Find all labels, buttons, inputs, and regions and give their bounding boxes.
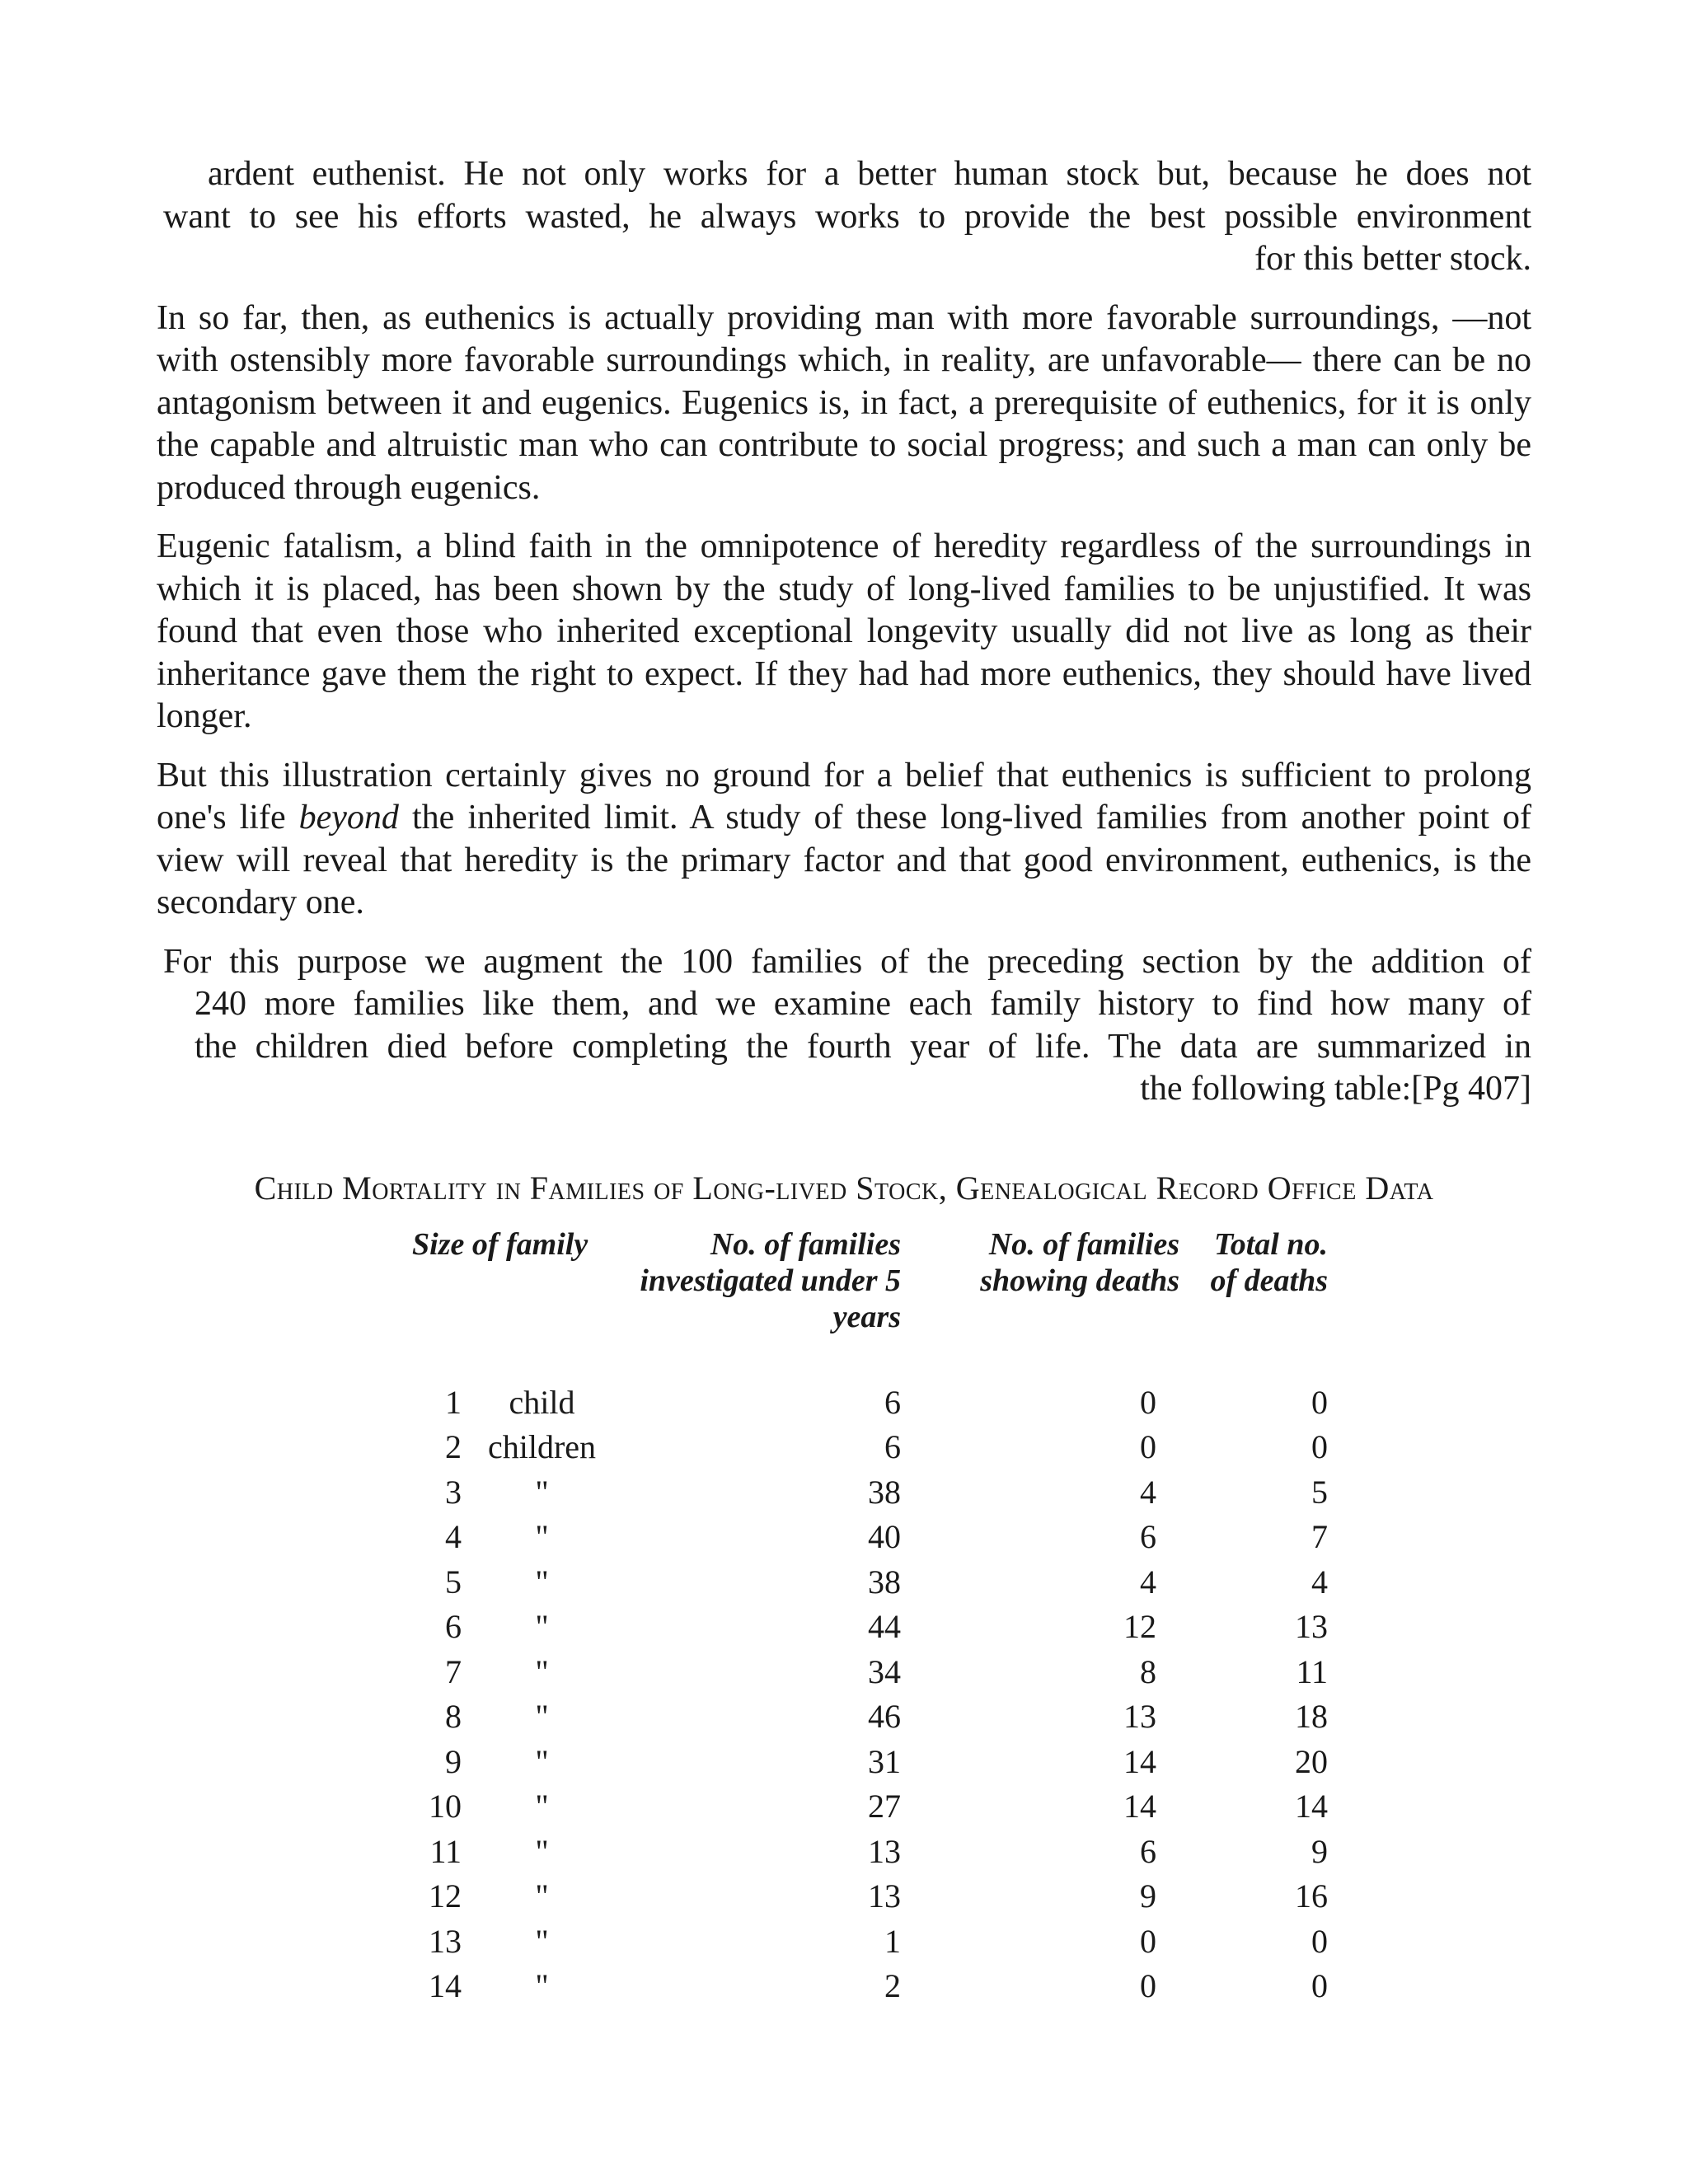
paragraph-text: the inherited limit. A study of these long-lived families from another point of view will reveal that heredity is the primary factor and that good environment, euthenics, is the secondary one. — [157, 799, 1531, 921]
paragraph-line: 240 more families like them, and we examine each family history to find how many of — [195, 985, 1531, 1023]
header-total-deaths: Total no. of deaths — [1210, 1227, 1328, 1298]
cell-size-unit: " — [535, 1832, 549, 1870]
cell-families-investigated: 38 — [868, 1563, 901, 1601]
cell-families-showing-deaths: 14 — [1123, 1788, 1156, 1825]
paragraph-text: But this illustration certainly gives no ground for a belief that euthenics is sufficient to prolong one's life — [157, 756, 1531, 837]
cell-families-showing-deaths: 4 — [1140, 1473, 1156, 1511]
cell-total-deaths: 20 — [1295, 1742, 1328, 1780]
table-row — [412, 1425, 1333, 1470]
cell-size-unit: " — [535, 1922, 549, 1960]
cell-size-unit: " — [535, 1967, 549, 2004]
cell-families-investigated: 27 — [868, 1788, 901, 1825]
table-row — [412, 1784, 1333, 1830]
cell-size-number: 12 — [429, 1877, 462, 1915]
cell-size-number: 6 — [445, 1608, 462, 1645]
table-caption: Child Mortality in Families of Long-lived Stock, Genealogical Record Office Data — [254, 1169, 1434, 1207]
cell-total-deaths: 0 — [1311, 1383, 1328, 1421]
table-row — [412, 1874, 1333, 1919]
table-row — [412, 1515, 1333, 1560]
cell-families-showing-deaths: 6 — [1140, 1832, 1156, 1870]
cell-size-number: 7 — [445, 1652, 462, 1690]
paragraph-purpose — [157, 941, 1531, 1111]
cell-families-showing-deaths: 0 — [1140, 1967, 1156, 2004]
cell-families-investigated: 13 — [868, 1877, 901, 1915]
cell-families-investigated: 46 — [868, 1698, 901, 1735]
cell-size-unit: " — [535, 1608, 549, 1645]
cell-families-showing-deaths: 8 — [1140, 1652, 1156, 1690]
cell-families-investigated: 34 — [868, 1652, 901, 1690]
table-row — [412, 1560, 1333, 1605]
paragraph-line: For this purpose we augment the 100 families of the preceding section by the addition of — [163, 942, 1531, 981]
table-row — [412, 1650, 1333, 1695]
table-row — [412, 1380, 1333, 1426]
table-row — [412, 1470, 1333, 1516]
paragraph-eugenic-fatalism: Eugenic fatalism, a blind faith in the omnipotence of heredity regardless of the surroundings in which it is placed, has been shown by the study of long-lived families to be unjustified. It was found that even those who inherited exceptional longevity usually did not live as long as their inheritance gave them the right to expect. If they had had more euthenics, they should have lived longer. — [157, 527, 1531, 735]
emphasis-text: beyond — [298, 799, 399, 837]
cell-total-deaths: 14 — [1295, 1788, 1328, 1825]
cell-total-deaths: 7 — [1311, 1518, 1328, 1555]
cell-size-unit: " — [535, 1518, 549, 1555]
cell-total-deaths: 9 — [1311, 1832, 1328, 1870]
table-row — [412, 1740, 1333, 1785]
cell-size-unit: " — [535, 1652, 549, 1690]
header-families-showing-deaths: No. of families showing deaths — [980, 1227, 1179, 1298]
cell-size-number: 4 — [445, 1518, 462, 1555]
cell-families-investigated: 6 — [884, 1428, 901, 1465]
cell-size-number: 5 — [445, 1563, 462, 1601]
table-row — [412, 1964, 1333, 2009]
cell-families-showing-deaths: 12 — [1123, 1608, 1156, 1645]
cell-size-unit: " — [535, 1877, 549, 1915]
cell-size-unit: " — [535, 1473, 549, 1511]
cell-total-deaths: 0 — [1311, 1428, 1328, 1465]
cell-total-deaths: 18 — [1295, 1698, 1328, 1735]
cell-families-investigated: 6 — [884, 1383, 901, 1421]
cell-families-showing-deaths: 0 — [1140, 1428, 1156, 1465]
cell-total-deaths: 5 — [1311, 1473, 1328, 1511]
paragraph-euthenics-eugenics: In so far, then, as euthenics is actually providing man with more favorable surroundings, —not with ostensibly more favorable surroundings which, in reality, are unfavorable— there can be no antagonism between it and eugenics. Eugenics is, in fact, a prerequisite of euthenics, for it is only the capable and altruistic man who can contribute to social progress; and such a man can only be produced through eugenics. — [157, 298, 1531, 507]
cell-families-showing-deaths: 13 — [1123, 1698, 1156, 1735]
table-row — [412, 1605, 1333, 1650]
cell-families-showing-deaths: 0 — [1140, 1383, 1156, 1421]
cell-families-investigated: 13 — [868, 1832, 901, 1870]
cell-size-unit: " — [535, 1742, 549, 1780]
cell-total-deaths: 16 — [1295, 1877, 1328, 1915]
table-spacer — [412, 1335, 1333, 1380]
table-row — [412, 1919, 1333, 1965]
cell-total-deaths: 0 — [1311, 1922, 1328, 1960]
cell-size-number: 11 — [429, 1832, 462, 1870]
cell-size-unit: " — [535, 1563, 549, 1601]
cell-families-investigated: 31 — [868, 1742, 901, 1780]
cell-size-number: 14 — [429, 1967, 462, 2004]
cell-size-number: 13 — [429, 1922, 462, 1960]
header-families-investigated: No. of families investigated under 5 years — [640, 1227, 901, 1334]
cell-size-number: 3 — [445, 1473, 462, 1511]
cell-size-unit: children — [487, 1428, 597, 1465]
cell-size-unit: child — [509, 1383, 575, 1421]
paragraph-illustration — [157, 755, 1531, 925]
cell-families-showing-deaths: 0 — [1140, 1922, 1156, 1960]
table-header-row — [412, 1226, 1333, 1335]
cell-size-number: 1 — [445, 1383, 462, 1421]
page-body — [157, 153, 1531, 1127]
cell-size-number: 10 — [429, 1788, 462, 1825]
cell-total-deaths: 11 — [1296, 1652, 1328, 1690]
table-row — [412, 1694, 1333, 1740]
paragraph-line: for this better stock. — [1254, 240, 1531, 278]
paragraph-continuation — [157, 153, 1531, 281]
cell-families-investigated: 2 — [884, 1967, 901, 2004]
cell-families-showing-deaths: 9 — [1140, 1877, 1156, 1915]
cell-families-showing-deaths: 4 — [1140, 1563, 1156, 1601]
cell-size-unit: " — [535, 1698, 549, 1735]
paragraph-line: ardent euthenist. He not only works for a better human stock but, because he does not — [208, 155, 1531, 193]
cell-size-number: 8 — [445, 1698, 462, 1735]
cell-families-investigated: 1 — [884, 1922, 901, 1960]
cell-total-deaths: 0 — [1311, 1967, 1328, 2004]
mortality-table — [412, 1226, 1333, 2009]
cell-size-number: 9 — [445, 1742, 462, 1780]
paragraph-line: the children died before completing the fourth year of life. The data are summarized in — [195, 1027, 1531, 1066]
cell-families-showing-deaths: 6 — [1140, 1518, 1156, 1555]
table-row — [412, 1830, 1333, 1875]
paragraph-line: want to see his efforts wasted, he always works to provide the best possible environment — [163, 197, 1531, 236]
cell-families-investigated: 44 — [868, 1608, 901, 1645]
header-size-of-family: Size of family — [412, 1227, 588, 1262]
cell-families-investigated: 40 — [868, 1518, 901, 1555]
paragraph-line: the following table:[Pg 407] — [1140, 1070, 1531, 1108]
cell-size-number: 2 — [445, 1428, 462, 1465]
cell-size-unit: " — [535, 1788, 549, 1825]
cell-total-deaths: 13 — [1295, 1608, 1328, 1645]
cell-families-showing-deaths: 14 — [1123, 1742, 1156, 1780]
cell-total-deaths: 4 — [1311, 1563, 1328, 1601]
cell-families-investigated: 38 — [868, 1473, 901, 1511]
